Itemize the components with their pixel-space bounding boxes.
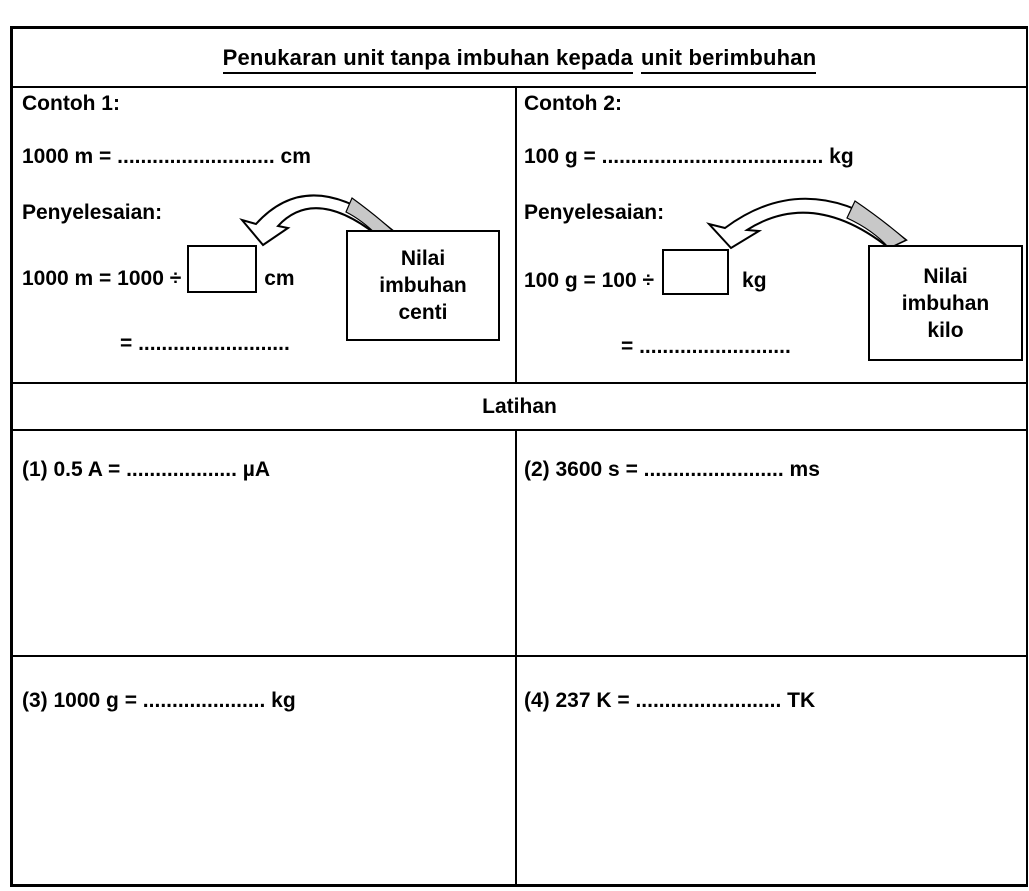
hint-line: centi: [398, 301, 448, 324]
examples-row: [13, 88, 1026, 384]
exercise-2-text: (2) 3600 s = ........................ ms: [524, 458, 820, 481]
example-1-equation-unit: cm: [264, 267, 295, 290]
exercise-3-text: (3) 1000 g = ..................... kg: [22, 689, 296, 712]
example-2-answer-box: [662, 249, 729, 295]
hint-line: Nilai: [923, 264, 968, 288]
example-2-hint-box: [868, 245, 1023, 361]
example-1-equation: [22, 245, 295, 293]
exercise-header: Latihan: [482, 394, 557, 418]
title-part-1: Penukaran unit tanpa imbuhan kepada: [223, 45, 633, 74]
example-1-heading: Contoh 1:: [22, 92, 120, 115]
example-2-problem: 100 g = ...................................... kg: [524, 145, 854, 168]
example-2-equation-lhs: 100 g = 100 ÷: [524, 269, 655, 292]
exercise-2-cell: [517, 431, 1026, 655]
exercise-4-cell: [517, 657, 1026, 884]
example-2-cell: [517, 88, 1026, 382]
example-1-equation-lhs: 1000 m = 1000 ÷: [22, 267, 182, 290]
title-part-2: unit berimbuhan: [641, 45, 816, 74]
hint-line: Nilai: [400, 247, 446, 270]
hint-line: kilo: [927, 318, 964, 342]
exercise-3-cell: [13, 657, 517, 884]
curved-arrow-icon: [701, 188, 916, 252]
example-2-solution-label: Penyelesaian:: [524, 201, 665, 224]
example-1-cell: [13, 88, 517, 382]
example-1-hint-box: [346, 230, 500, 341]
example-2-heading: Contoh 2:: [524, 92, 622, 115]
exercise-row-1: [13, 431, 1026, 657]
title-row: [13, 29, 1026, 88]
worksheet-table: [10, 26, 1028, 887]
exercise-row-2: [13, 657, 1026, 884]
hint-line: imbuhan: [901, 291, 990, 315]
hint-line: imbuhan: [379, 274, 467, 297]
example-1-result-line: = ..........................: [120, 332, 290, 355]
exercise-1-cell: [13, 431, 517, 655]
example-2-result-line: = ..........................: [621, 335, 791, 358]
example-1-answer-box: [187, 245, 257, 293]
exercise-header-row: [13, 384, 1026, 431]
exercise-1-text: (1) 0.5 A = ................... µA: [22, 458, 271, 481]
exercise-4-text: (4) 237 K = ......................... TK: [524, 689, 816, 712]
page-title: [223, 45, 817, 71]
example-2-equation: [524, 249, 767, 295]
example-1-solution-label: Penyelesaian:: [22, 201, 163, 224]
example-1-problem: 1000 m = ........................... cm: [22, 145, 311, 168]
example-2-equation-unit: kg: [742, 269, 767, 292]
